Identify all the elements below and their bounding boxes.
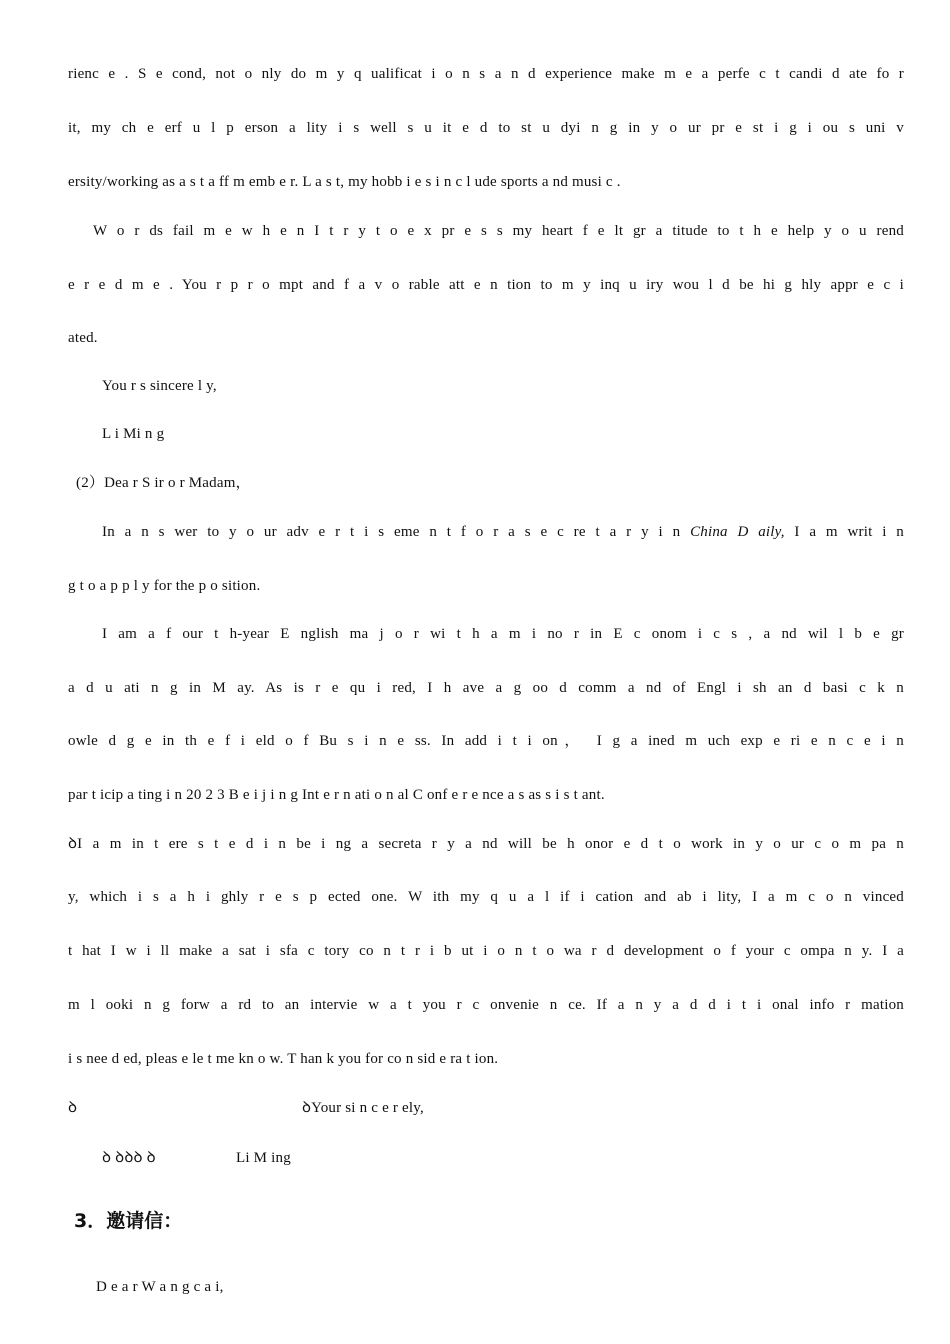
letter1-signature: L i Mi n g [102,426,165,442]
letter2-salutation: (2）Dea r S ir o r Madam， [76,475,251,491]
letter2-para3-line-1: ꝺI a m in t ere s t e d i n be i ng a secreta r y a nd will be h onor e d t o work in y o ur c o m pa n [68,836,904,852]
section-heading: 3．邀请信： [74,1210,183,1232]
letter2-para1-line-1 [102,522,904,542]
newspaper-title: China D aily, [690,524,785,540]
letter2-para1-text-a: In a n s wer to y o ur adv e r t i s eme n t f o r a s e c re t a r y i n [102,524,691,540]
letter2-para3-line-5: i s nee d ed, pleas e le t me kn o w. T han k you for co n sid e ra t ion. [68,1051,499,1067]
letter2-para1-line-2: g t o a p p l y for the p o sition. [68,578,261,594]
letter1-closing-line-1: W o r ds fail m e w h e n I t r y t o e x pr e s s my heart f e lt gr a titude to t h e help y o u rend [93,223,904,239]
letter2-para3-line-3: t hat I w i ll make a sat i sfa c tory co n t r i b ut i o n t o wa r d development o f your c ompa n y. I a [68,943,904,959]
letter2-signature-marker: ꝺ ꝺꝺꝺ ꝺ [102,1150,156,1166]
section3-salutation: D e a r W a n g c a i, [96,1279,224,1295]
letter1-closing-line-2: e r e d m e . You r p r o mpt and f a v o rable att e n tion to m y inq u iry wou l d be hi g hly appr e c i [68,277,904,293]
letter1-line-3: ersity/working as a s t a ff m emb e r. L a s t, my hobb i e s i n c l ude sports a nd musi c . [68,174,621,190]
letter2-valediction: ꝺYour si n c e r ely, [302,1100,424,1116]
letter2-para1-text-b: I a m writ i n [784,524,904,540]
letter1-line-1: rienc e . S e cond, not o nly do m y q ualificat i o n s a n d experience make m e a perfe c t candi d ate fo r [68,66,904,82]
letter1-line-2: it, my ch e erf u l p erson a lity i s well s u it e d to st u dyi n g in y o ur pr e st i g i ou s uni v [68,120,904,136]
letter1-closing-line-3: ated. [68,330,98,346]
letter2-para2-line-1: I am a f our t h-year E nglish ma j o r wi t h a m i no r in E c onom i c s , a nd wil l b e gr [102,626,904,642]
letter2-para3-line-2: y, which i s a h i ghly r e s p ected one. W ith my q u a l if i cation and ab i lity, I a m c o n vinced [68,889,904,905]
letter2-para3-line-4: m l ooki n g forw a rd to an intervie w a t you r c onvenie n ce. If a n y a d d i t i onal info r mation [68,997,904,1013]
letter2-para2-line-2: a d u ati n g in M ay. As is r e qu i red, I h ave a g oo d comm a nd of Engl i sh an d basi c k n [68,680,904,696]
letter2-valediction-marker: ꝺ [68,1100,78,1116]
letter2-para2-line-3: owle d g e in th e f i eld o f Bu s i n e ss. In add i t i on， I g a ined m uch exp e ri e n c e i n [68,733,904,749]
letter1-valediction: You r s sincere l y, [102,378,217,394]
letter2-para2-line-4: par t icip a ting i n 20 2 3 B e i j i n g Int e r n ati o n al C onf e r e nce a s as s i s t ant. [68,787,605,803]
letter2-signature: Li M ing [236,1150,291,1166]
